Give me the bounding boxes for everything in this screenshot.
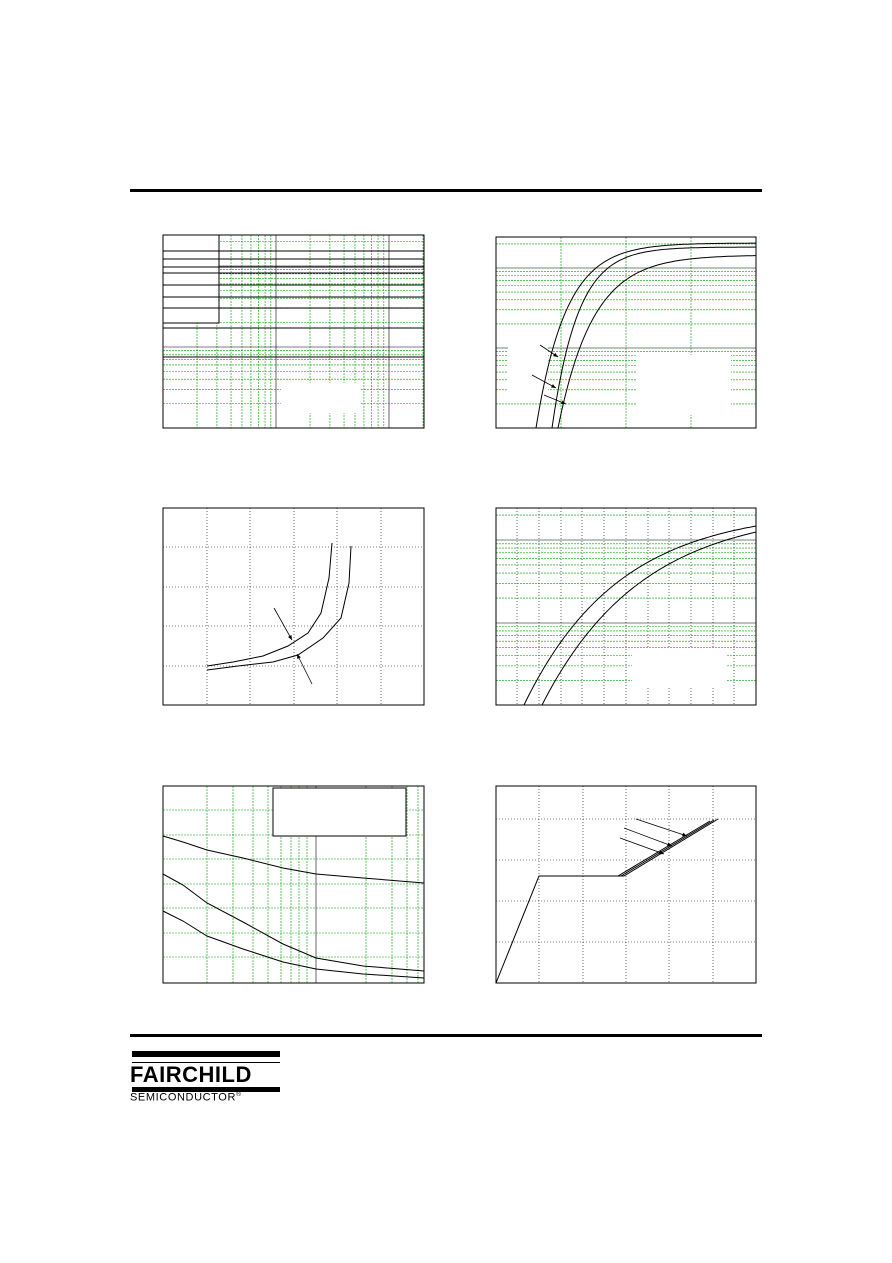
chart-6-gate-charge — [496, 786, 756, 983]
header-rule — [130, 189, 762, 192]
logo-subtitle-text: SEMICONDUCTOR — [130, 1091, 236, 1104]
chart-6-curve-3 — [539, 821, 710, 876]
chart-4-legend-box — [632, 648, 726, 688]
chart-6-arrow — [624, 828, 672, 846]
chart-5-legend-box — [273, 788, 406, 836]
logo-bar-top — [132, 1051, 280, 1057]
chart-3-arrow — [274, 608, 292, 640]
chart-6-svg — [496, 786, 756, 983]
chart-5-capacitance — [163, 786, 424, 983]
logo-registered-mark: ® — [236, 1091, 242, 1098]
chart-3-curve — [207, 546, 351, 670]
chart-5-svg — [163, 786, 424, 983]
chart-3-on-resistance — [163, 508, 424, 705]
chart-2-transfer-characteristics — [496, 237, 756, 428]
chart-4-svg — [496, 508, 756, 705]
chart-3-curve — [207, 543, 332, 666]
logo-brand-text: FAIRCHILD — [130, 1063, 280, 1087]
plot-frame — [163, 508, 424, 705]
chart-6-curve-1 — [496, 820, 714, 983]
chart-2-legend-box — [636, 355, 731, 415]
chart-3-arrow — [297, 654, 312, 684]
chart-6-curve-2 — [539, 819, 718, 876]
chart-4-body-diode — [496, 508, 756, 705]
chart-3-svg — [163, 508, 424, 705]
chart-6-arrow — [636, 819, 687, 836]
chart-2-svg — [496, 237, 756, 428]
chart-1-legend-box — [163, 235, 219, 323]
chart-6-arrow-head — [682, 833, 687, 837]
chart-1-svg — [163, 235, 424, 428]
chart-1-output-characteristics — [163, 235, 424, 428]
chart-2-arrow-head — [553, 353, 558, 357]
fairchild-logo — [130, 1050, 280, 1102]
chart-1-label-box — [281, 383, 361, 413]
chart-5-curve-ciss — [163, 836, 424, 883]
footer-rule — [130, 1034, 762, 1037]
logo-subtitle — [130, 1091, 242, 1104]
chart-5-curve-coss — [163, 874, 424, 971]
plot-frame — [496, 786, 756, 983]
